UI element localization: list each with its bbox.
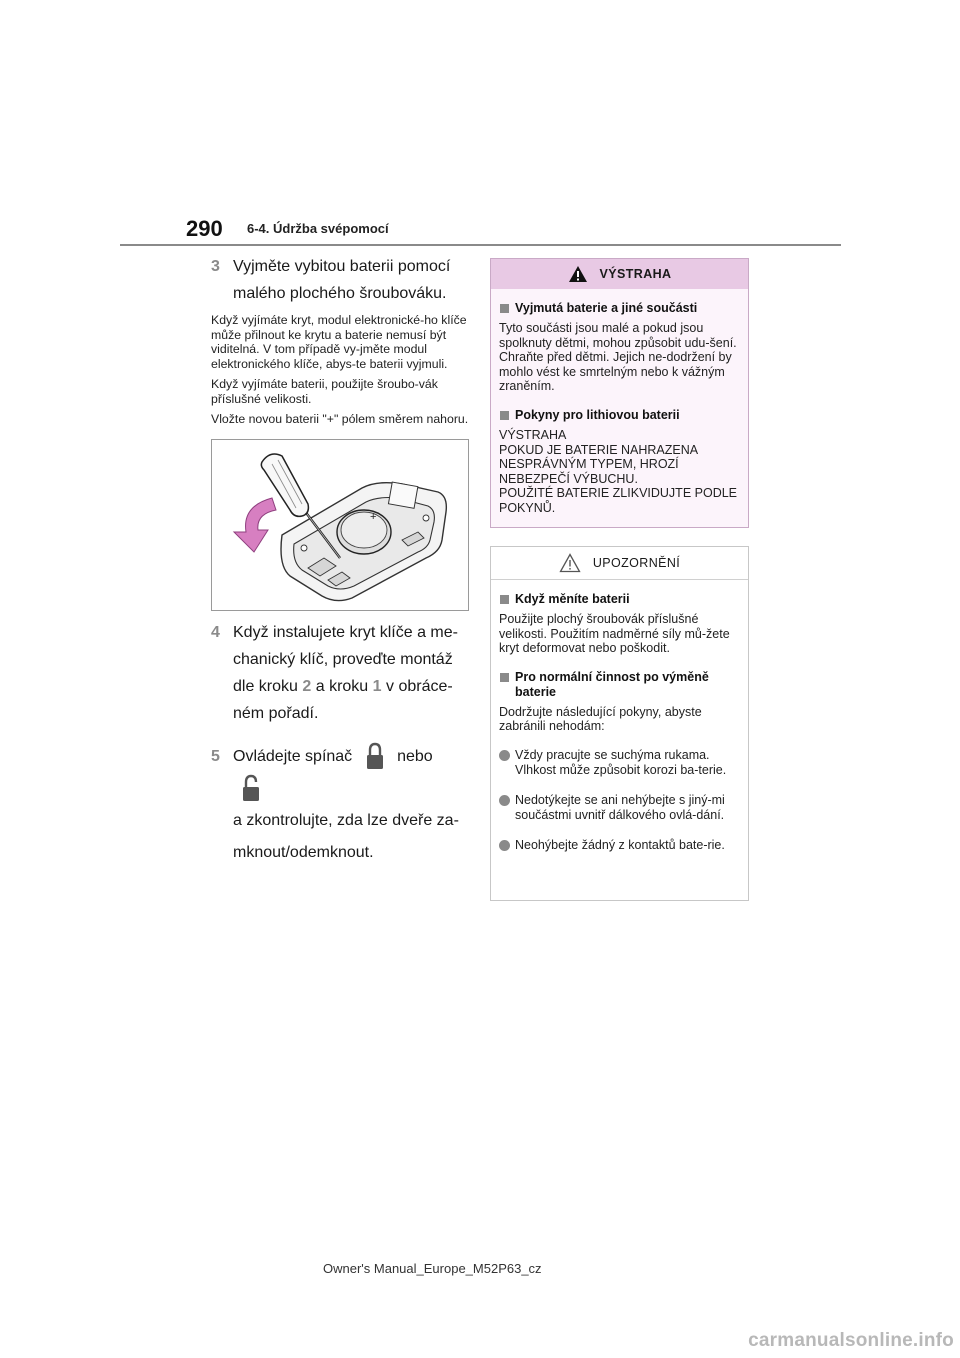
warning-heading-battery: Vyjmutá baterie a jiné součásti [499, 301, 740, 316]
warning-triangle-icon [568, 265, 588, 283]
notice-body [491, 580, 748, 853]
caution-triangle-icon [559, 553, 581, 573]
battery-plus-mark: + [370, 510, 377, 523]
footer-text: Owner's Manual_Europe_M52P63_cz [323, 1261, 542, 1276]
unlock-icon [241, 773, 261, 803]
notice-heading-replace: Když měníte baterii [499, 592, 740, 607]
header-divider [120, 244, 841, 246]
step-5 [211, 741, 469, 869]
page-number: 290 [186, 216, 223, 241]
key-fob-screwdriver-drawing [212, 440, 468, 610]
warning-heading-lithium: Pokyny pro lithiovou baterii [499, 408, 740, 423]
round-bullet-icon [499, 795, 510, 806]
step-number: 5 [211, 747, 220, 765]
notice-title: UPOZORNĚNÍ [592, 556, 681, 570]
step-ref-2: 2 [302, 677, 312, 695]
step-4 [211, 619, 469, 727]
notice-text-normal: Dodržujte následující pokyny, abyste zabránili nehodám: [499, 704, 702, 734]
warning-text-lithium: VÝSTRAHA POKUD JE BATERIE NAHRAZENA NESPRÁVNÝM TYPEM, HROZÍ NEBEZPEČÍ VÝBUCHU. POUŽITÉ BATERIE ZLIKVIDUJTE PODLE POKYNŮ. [499, 427, 738, 515]
step-3 [211, 253, 469, 307]
square-bullet-icon [500, 673, 509, 682]
notice-box [490, 546, 749, 901]
warning-box [490, 258, 749, 528]
section-title: 6-4. Údržba svépomocí [247, 221, 389, 236]
note-1: Když vyjímáte kryt, modul elektronické-ho klíče může přilnout ke krytu a baterie nemusí být viditelná. V tom případě vy-jměte modul elektronického klíče, abys-te baterii vyjmuli. [211, 313, 467, 371]
square-bullet-icon [500, 595, 509, 604]
left-column [211, 253, 469, 869]
step-number: 4 [211, 623, 220, 641]
battery-removal-illustration [211, 439, 469, 611]
warning-header [491, 259, 748, 289]
round-bullet-icon [499, 840, 510, 851]
step-number: 3 [211, 258, 220, 275]
note-3: Vložte novou baterii "+" pólem směrem nahoru. [211, 412, 469, 426]
square-bullet-icon [500, 411, 509, 420]
step-text: Když instalujete kryt klíče a me-chanický klíč, proveďte montáž dle kroku [233, 623, 458, 695]
round-bullet-icon [499, 750, 510, 761]
warning-body [491, 289, 748, 516]
step-text: nebo [397, 747, 433, 765]
step-text: Vyjměte vybitou baterii pomocí malého plochého šroubováku. [233, 258, 451, 302]
step-text: a kroku [311, 677, 373, 695]
notice-bullet-3: Neohýbejte žádný z kontaktů bate-rie. [499, 838, 740, 853]
note-2: Když vyjímáte baterii, použijte šroubo-vák příslušné velikosti. [211, 377, 438, 406]
step-ref-1: 1 [372, 677, 382, 695]
notice-header [491, 547, 748, 580]
warning-text-battery: Tyto součásti jsou malé a pokud jsou spolknuty dětmi, mohou způsobit udu-šení. Chraňte před dětmi. Jejich ne-dodržení by mohlo vést ke smrtelným nebo k vážným zraněním. [499, 321, 737, 394]
step-text: a zkontrolujte, zda lze dveře za-mknout/odemknout. [233, 811, 459, 861]
step-text: v obráce-ném pořadí. [233, 677, 453, 722]
square-bullet-icon [500, 304, 509, 313]
step-text: Ovládejte spínač [233, 747, 353, 765]
notice-heading-normal: Pro normální činnost po výměně baterie [499, 670, 740, 700]
notice-text-replace: Použijte plochý šroubovák příslušné velikosti. Použitím nadměrné síly mů-žete kryt deformovat nebo poškodit. [499, 612, 730, 656]
notice-bullet-2: Nedotýkejte se ani nehýbejte s jiný-mi součástmi uvnitř dálkového ovlá-dání. [499, 793, 740, 822]
warning-title: VÝSTRAHA [599, 267, 672, 281]
notice-bullet-1: Vždy pracujte se suchýma rukama. Vlhkost může způsobit korozi ba-terie. [499, 748, 740, 777]
lock-icon [365, 741, 385, 771]
watermark: carmanualsonline.info [748, 1330, 954, 1351]
